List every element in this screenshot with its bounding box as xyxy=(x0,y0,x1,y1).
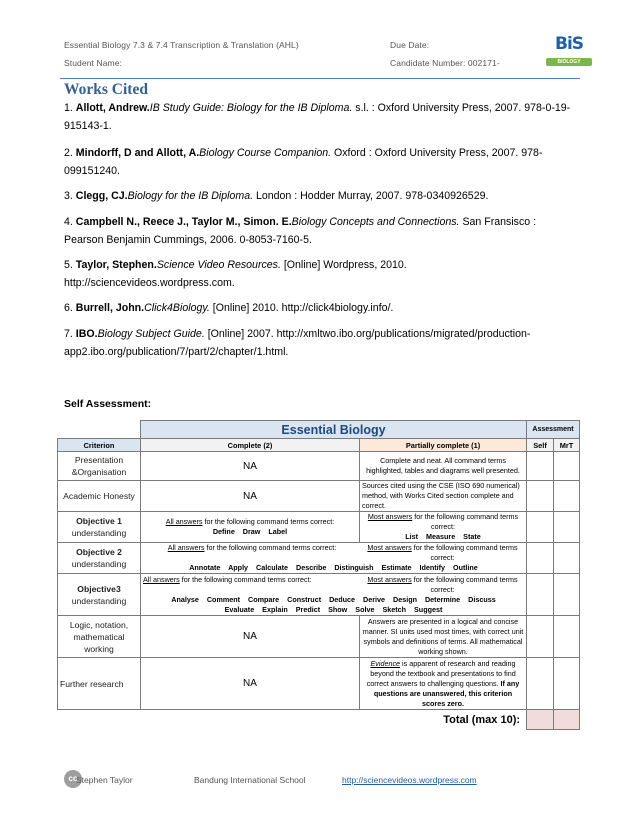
mrt-score-cell[interactable] xyxy=(554,452,580,481)
candidate-number-label: Candidate Number: 002171- xyxy=(390,58,500,68)
criterion-column-header: Criterion xyxy=(58,439,141,452)
complete-cell: NA xyxy=(141,481,360,512)
reference-7 xyxy=(64,325,574,361)
criterion-further-research: Further research xyxy=(58,658,141,710)
ref-details: Oxford : Oxford University Press, 2007. 978-099151240. xyxy=(64,147,543,177)
ref-title: Click4Biology. xyxy=(144,302,210,314)
table-row xyxy=(58,616,580,658)
ref-author: Mindorff, D and Allott, A. xyxy=(75,147,200,159)
criterion-objective-3 xyxy=(58,574,141,616)
self-score-cell[interactable] xyxy=(527,658,554,710)
self-column-header: Self xyxy=(527,439,554,452)
complete-cell xyxy=(141,512,360,543)
ref-num: 1. xyxy=(64,102,73,114)
mrt-score-cell[interactable] xyxy=(554,658,580,710)
partial-cell: Sources cited using the CSE (ISO 690 numerical) method, with Works Cited section complete and correct. xyxy=(360,481,527,512)
partial-cell: Answers are presented in a logical and concise manner. SI units used most times, with correct unit symbols and definitions of terms. All mathematical working shown. xyxy=(360,616,527,658)
table-row xyxy=(58,512,580,543)
document-title: Essential Biology 7.3 & 7.4 Transcription & Translation (AHL) xyxy=(64,40,299,50)
footer-url-link[interactable]: http://sciencevideos.wordpress.com xyxy=(342,775,477,785)
assessment-band-label: Assessment xyxy=(527,421,580,439)
all-answers-text: All answers xyxy=(165,517,203,526)
ref-details: [Online] Wordpress, 2010. http://sciencevideos.wordpress.com. xyxy=(64,259,407,289)
works-cited-heading: Works Cited xyxy=(64,81,148,98)
most-answers-text: Most answers xyxy=(367,543,412,552)
most-answers-text: Most answers xyxy=(367,574,412,584)
mrt-score-cell[interactable] xyxy=(554,616,580,658)
reference-6 xyxy=(64,299,574,317)
command-terms-text: for the following command terms correct: xyxy=(411,543,518,562)
ref-num: 2. xyxy=(64,147,73,159)
command-terms: Evaluate Explain Predict Show Solve Sketch Suggest xyxy=(224,604,443,614)
mrt-score-cell[interactable] xyxy=(554,574,580,616)
criterion-subtitle: understanding xyxy=(71,528,127,538)
criterion-academic-honesty: Academic Honesty xyxy=(58,481,141,512)
command-terms: Analyse Comment Compare Construct Deduce Derive Design Determine Discuss xyxy=(171,594,496,604)
ref-title: Biology Concepts and Connections. xyxy=(291,216,460,228)
complete-cell: NA xyxy=(141,616,360,658)
ref-author: IBO. xyxy=(75,328,98,340)
ref-num: 3. xyxy=(64,190,73,202)
complete-cell: NA xyxy=(141,452,360,481)
criterion-logic: Logic, notation, mathematical working xyxy=(58,616,141,658)
evidence-text: Evidence xyxy=(370,658,401,668)
table-row xyxy=(58,574,580,616)
reference-4 xyxy=(64,213,574,249)
self-score-cell[interactable] xyxy=(527,512,554,543)
criterion-title: Objective 1 xyxy=(76,516,122,526)
complete-column-header: Complete (2) xyxy=(141,439,360,452)
reference-1 xyxy=(64,99,574,135)
student-name-label: Student Name: xyxy=(64,58,122,68)
ref-title: Biology Subject Guide. xyxy=(97,328,205,340)
ref-num: 7. xyxy=(64,328,73,340)
due-date-label: Due Date: xyxy=(390,40,430,50)
self-score-cell[interactable] xyxy=(527,616,554,658)
reference-2 xyxy=(64,144,574,180)
mrt-score-cell[interactable] xyxy=(554,481,580,512)
command-terms-text: for the following command terms correct: xyxy=(202,517,335,526)
reference-3 xyxy=(64,187,574,205)
assessment-rubric-table xyxy=(57,420,580,730)
self-score-cell[interactable] xyxy=(527,543,554,574)
footer-url-container xyxy=(342,775,477,785)
total-mrt-cell[interactable] xyxy=(554,710,580,730)
rubric-band-title: Essential Biology xyxy=(141,421,527,439)
logo-text: BiS xyxy=(554,34,584,54)
complete-text xyxy=(143,575,361,595)
ref-num: 5. xyxy=(64,259,73,271)
complete-partial-cell xyxy=(141,574,527,616)
header-divider xyxy=(60,78,580,79)
all-answers-text: All answers xyxy=(167,543,205,552)
complete-partial-cell xyxy=(141,543,527,574)
table-row xyxy=(58,543,580,574)
creative-commons-icon: cc xyxy=(64,770,82,788)
footer-school: Bandung International School xyxy=(194,775,306,785)
ref-author: Burrell, John. xyxy=(75,302,145,314)
ref-title: Biology for the IB Diploma. xyxy=(127,190,254,202)
ref-num: 6. xyxy=(64,302,73,314)
school-logo xyxy=(546,34,592,74)
criterion-objective-2 xyxy=(58,543,141,574)
criterion-objective-1 xyxy=(58,512,141,543)
self-assessment-title: Self Assessment: xyxy=(64,398,152,410)
criterion-subtitle: understanding xyxy=(71,595,127,606)
partial-text xyxy=(361,575,524,595)
command-terms-text: for the following command terms correct: xyxy=(204,543,337,552)
mrt-column-header: MrT xyxy=(554,439,580,452)
zero-score-warning: If any questions are unanswered, this criterion scores zero. xyxy=(373,678,520,708)
logo-subtext: BIOLOGY xyxy=(546,58,592,66)
criterion-title: Objective3 xyxy=(77,583,121,594)
ref-author: Taylor, Stephen. xyxy=(75,259,157,271)
criterion-presentation: Presentation &Organisation xyxy=(58,452,141,481)
footer-author: Stephen Taylor xyxy=(76,775,133,785)
ref-details: s.l. : Oxford University Press, 2007. 978-0-19-915143-1. xyxy=(64,102,571,132)
ref-details: [Online] 2010. http://click4biology.info/. xyxy=(209,302,394,314)
partial-text xyxy=(361,543,524,563)
self-score-cell[interactable] xyxy=(527,574,554,616)
ref-title: Biology Course Companion. xyxy=(199,147,332,159)
ref-title: Science Video Resources. xyxy=(156,259,281,271)
ref-author: Clegg, CJ. xyxy=(75,190,128,202)
command-terms: Define Draw Label xyxy=(212,527,288,536)
command-terms-text: for the following command terms correct: xyxy=(179,574,312,584)
ref-author: Allott, Andrew. xyxy=(75,102,150,114)
command-terms-text: for the following command terms correct: xyxy=(412,512,519,531)
mrt-score-cell[interactable] xyxy=(554,543,580,574)
research-text: is apparent of research and reading beyond the textbook and presentations to find correct answers to challenging questions. xyxy=(366,658,516,688)
partial-cell xyxy=(360,658,527,710)
ref-author: Campbell N., Reece J., Taylor M., Simon. E. xyxy=(75,216,292,228)
self-score-cell[interactable] xyxy=(527,452,554,481)
table-row xyxy=(58,481,580,512)
ref-details: San Fransisco : Pearson Benjamin Cummings, 2006. 0-8053-7160-5. xyxy=(64,216,537,246)
partial-column-header: Partially complete (1) xyxy=(360,439,527,452)
most-answers-text: Most answers xyxy=(367,512,413,521)
table-row xyxy=(58,658,580,710)
total-label: Total (max 10): xyxy=(443,713,521,726)
all-answers-text: All answers xyxy=(143,574,180,584)
reference-5 xyxy=(64,256,574,292)
ref-details: [Online] 2007. http://xmltwo.ibo.org/publications/migrated/production-app2.ibo.org/publication/7/part/2/chapter/1.html. xyxy=(64,328,531,358)
partial-cell: Complete and neat. All command terms highlighted, tables and diagrams well presented. xyxy=(360,452,527,481)
command-terms: List Measure State xyxy=(405,532,481,541)
criterion-subtitle: understanding xyxy=(71,559,127,569)
command-terms-text: for the following command terms correct: xyxy=(411,574,518,594)
total-self-cell[interactable] xyxy=(527,710,554,730)
ref-title: IB Study Guide: Biology for the IB Diploma. xyxy=(149,102,353,114)
partial-cell xyxy=(360,512,527,543)
self-score-cell[interactable] xyxy=(527,481,554,512)
criterion-title: Objective 2 xyxy=(76,547,122,557)
command-terms: Annotate Apply Calculate Describe Distinguish Estimate Identify Outline xyxy=(189,563,478,572)
ref-num: 4. xyxy=(64,216,73,228)
ref-details: London : Hodder Murray, 2007. 978-0340926529. xyxy=(253,190,489,202)
complete-cell: NA xyxy=(141,658,360,710)
mrt-score-cell[interactable] xyxy=(554,512,580,543)
table-row xyxy=(58,452,580,481)
complete-text xyxy=(143,543,361,563)
